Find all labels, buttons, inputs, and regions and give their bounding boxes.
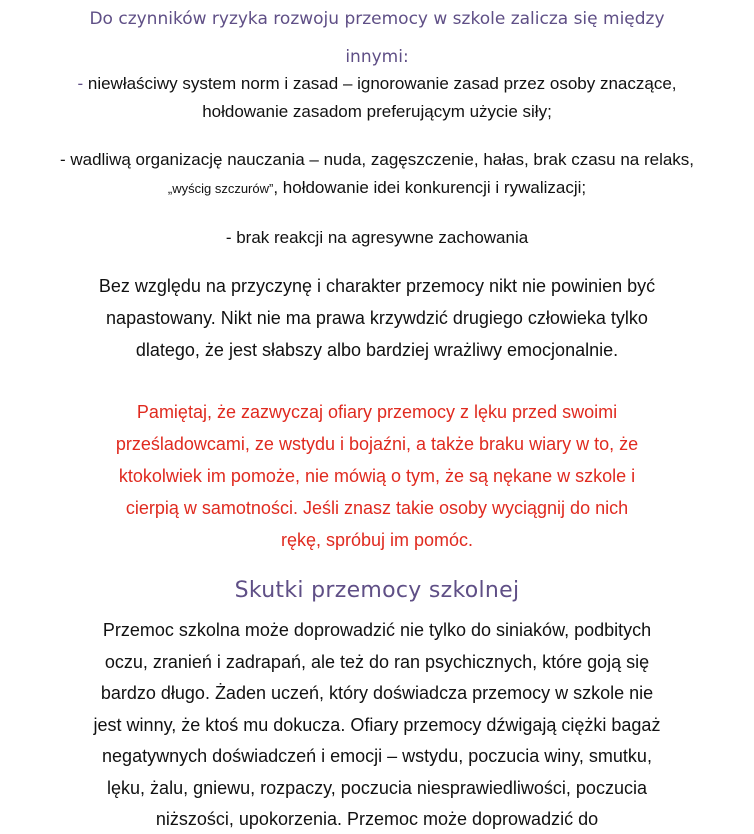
list-item-no-reaction: - brak reakcji na agresywne zachowania bbox=[225, 228, 529, 247]
list-dash: - bbox=[77, 74, 84, 93]
warning-paragraph: Pamiętaj, że zazwyczaj ofiary przemocy z lęku przed swoimi prześladowcami, ze wstydu i bojaźni, a także braku wiary w to, że ktokolwiek im pomoże, nie mówią o tym, że są nękane w szkole i cierpią w samotności. Jeśli znasz takie osoby wyciągnij do nich rękę, spróbuj im pomóc. bbox=[115, 402, 639, 550]
paragraph-no-harassment: Bez względu na przyczynę i charakter przemocy nikt nie powinien być napastowany. Nikt nie ma prawa krzywdzić drugiego człowieka tylko dlatego, że jest słabszy albo bardziej wrażliwy emocjonalnie. bbox=[98, 276, 656, 360]
list-item-organization-text: - wadliwą organizację nauczania – nuda, zagęszczenie, hałas, brak czasu na relaks, bbox=[59, 150, 695, 169]
list-item-organization-tail: , hołdowanie idei konkurencji i rywalizacji; bbox=[273, 178, 587, 197]
risk-factor-item-3 bbox=[40, 224, 714, 252]
intro-text: Do czynników ryzyka rozwoju przemocy w szkole zalicza się między innymi: bbox=[89, 9, 665, 67]
section-heading: Skutki przemocy szkolnej bbox=[234, 578, 520, 603]
list-item-norms-text: niewłaściwy system norm i zasad – ignorowanie zasad przez osoby znaczące, hołdowanie zasadom preferującym użycie siły; bbox=[83, 74, 677, 121]
risk-factor-item-2 bbox=[40, 146, 714, 203]
list-item-norms bbox=[40, 70, 714, 126]
risk-factor-list bbox=[40, 70, 714, 126]
list-item-organization bbox=[40, 146, 714, 203]
rat-race-quote: „wyścig szczurów” bbox=[167, 181, 274, 196]
section-body: Przemoc szkolna może doprowadzić nie tylko do siniaków, podbitych oczu, zranień i zadrapań, ale też do ran psychicznych, które goją się bardzo długo. Żaden uczeń, który doświadcza przemocy w szkole nie jest winny, że ktoś mu dokucza. Ofiary przemocy dźwigają ciężki bagaż negatywnych doświadczeń i emocji – wstydu, poczucia winy, smutku, lęku, żalu, gniewu, rozpaczy, poczucia niesprawiedliwości, poczucia niższości, upokorzenia. Przemoc może doprowadzić do bbox=[93, 620, 661, 829]
